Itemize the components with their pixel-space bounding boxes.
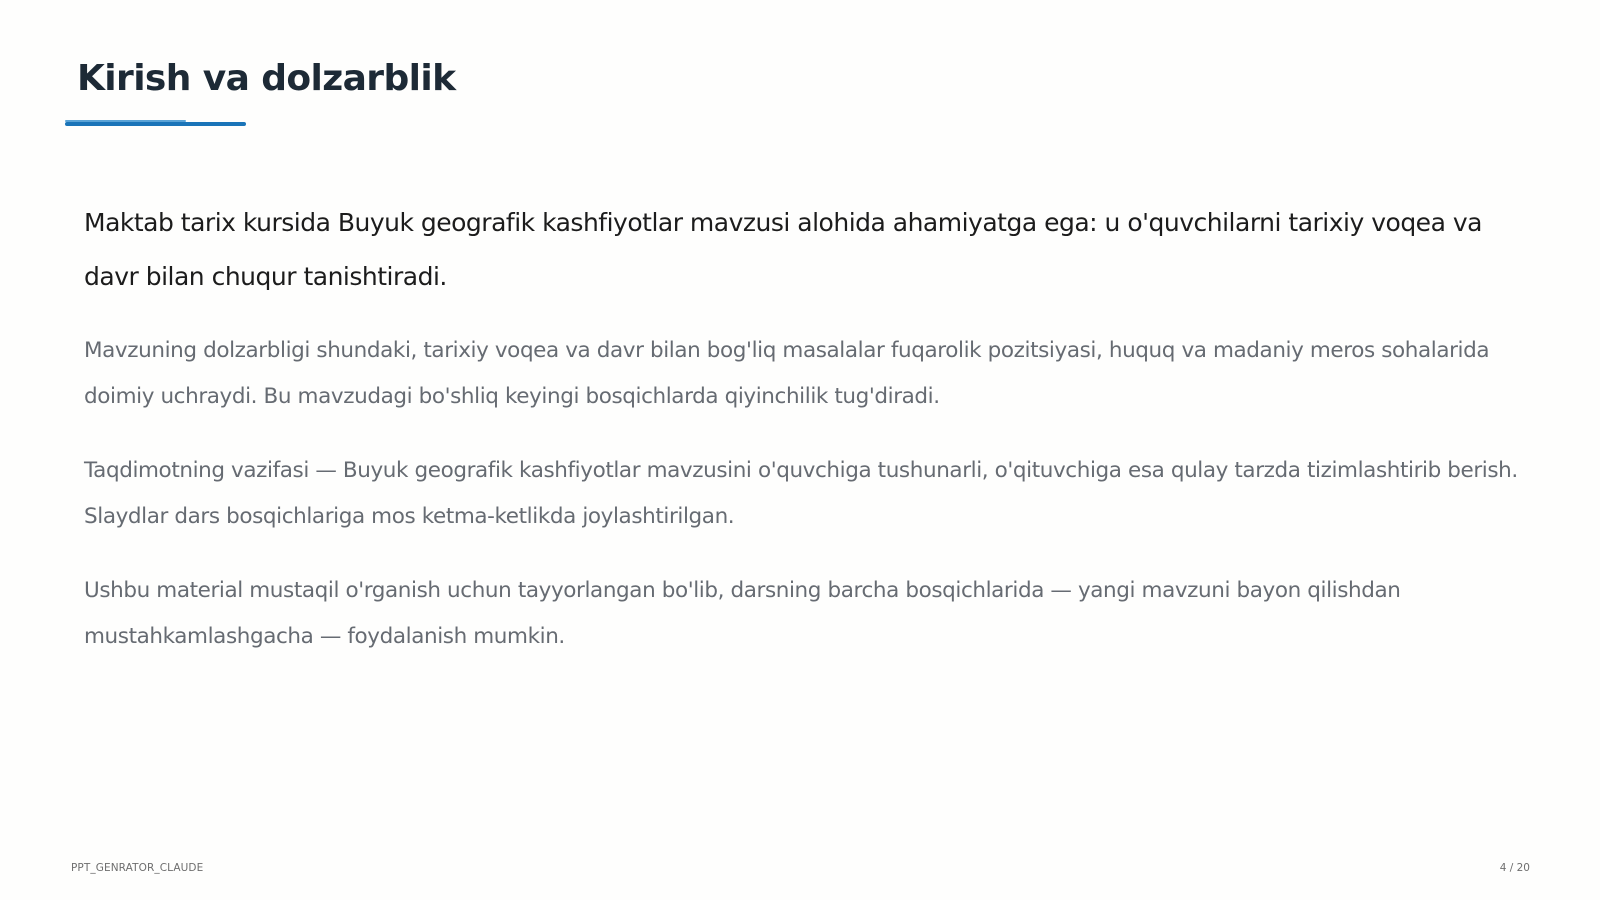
page-indicator: 4 / 20 [1499,862,1530,874]
body-paragraph-2: Taqdimotning vazifasi — Buyuk geografik kashfiyotlar mavzusini o'quvchiga tushunarli, o'qituvchiga esa qulay tarzda tizimlashtirib berish. Slaydlar dars bosqichlariga mos ketma-ketlikda joylashtirilgan. [84,458,1518,529]
title-underline-accent [65,120,186,122]
body-paragraph-3: Ushbu material mustaqil o'rganish uchun tayyorlangan bo'lib, darsning barcha bosqichlarida — yangi mavzuni bayon qilishdan mustahkamlashgacha — foydalanish mumkin. [84,578,1401,649]
title-underline [65,120,246,126]
footer-brand: PPT_GENRATOR_CLAUDE [71,862,204,874]
title-underline-bar [65,122,246,126]
slide-title: Kirish va dolzarblik [77,58,456,99]
body-paragraph-1: Mavzuning dolzarbligi shundaki, tarixiy voqea va davr bilan bog'liq masalalar fuqarolik pozitsiyasi, huquq va madaniy meros sohalarida doimiy uchraydi. Bu mavzudagi bo'shliq keyingi bosqichlarda qiyinchilik tug'diradi. [84,338,1490,409]
lead-paragraph: Maktab tarix kursida Buyuk geografik kashfiyotlar mavzusi alohida ahamiyatga ega: u o'quvchilarni tarixiy voqea va davr bilan chuqur tanishtiradi. [84,208,1482,291]
